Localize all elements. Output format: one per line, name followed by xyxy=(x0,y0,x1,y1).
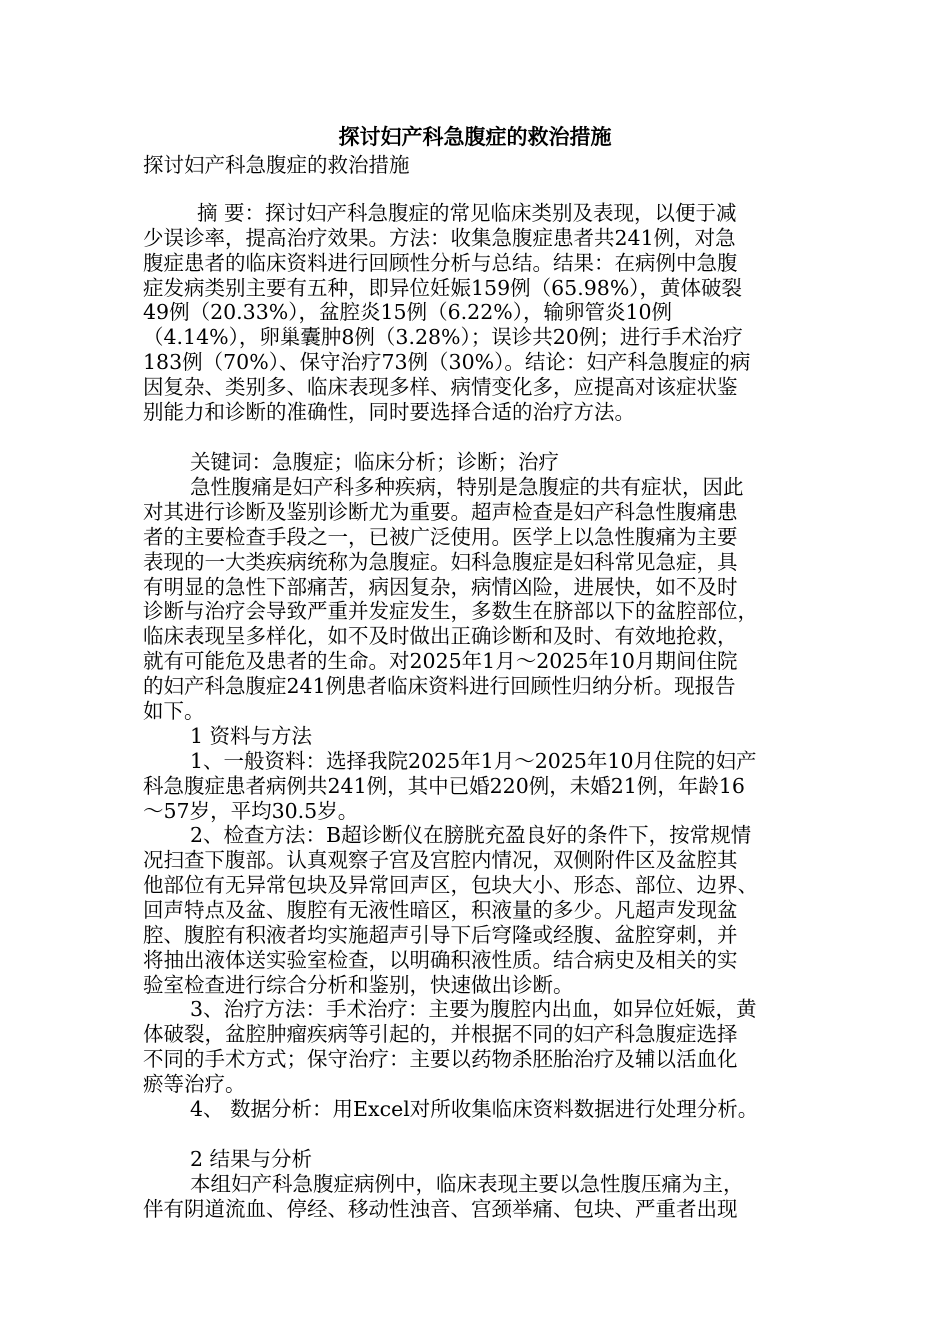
text-line: 者的主要检查手段之一，已被广泛使用。医学上以急性腹痛为主要 xyxy=(143,525,738,549)
text-line: 腹症患者的临床资料进行回顾性分析与总结。结果：在病例中急腹 xyxy=(143,251,738,275)
text-line: 2、检查方法：B超诊断仪在膀胱充盈良好的条件下，按常规情 xyxy=(190,823,752,847)
text-line: 探讨妇产科急腹症的救治措施 xyxy=(143,153,410,177)
text-line: 对其进行诊断及鉴别诊断尤为重要。超声检查是妇产科急性腹痛患 xyxy=(143,500,738,524)
text-line: 少误诊率，提高治疗效果。方法：收集急腹症患者共241例，对急 xyxy=(143,226,736,250)
text-line: 况扫查下腹部。认真观察子宫及宫腔内情况，双侧附件区及盆腔其 xyxy=(143,848,738,872)
text-line: 他部位有无异常包块及异常回声区，包块大小、形态、部位、边界、 xyxy=(143,873,758,897)
text-line: 4、 数据分析：用Excel对所收集临床资料数据进行处理分析。 xyxy=(190,1097,759,1121)
text-line: ～57岁，平均30.5岁。 xyxy=(143,799,359,823)
text-line: 体破裂，盆腔肿瘤疾病等引起的，并根据不同的妇产科急腹症选择 xyxy=(143,1022,738,1046)
text-line: 伴有阴道流血、停经、移动性浊音、宫颈举痛、包块、严重者出现 xyxy=(143,1197,738,1221)
text-line: 49例（20.33%），盆腔炎15例（6.22%），输卵管炎10例 xyxy=(143,300,673,324)
text-line: 3、治疗方法：手术治疗：主要为腹腔内出血，如异位妊娠，黄 xyxy=(190,997,757,1021)
text-line: 表现的一大类疾病统称为急腹症。妇科急腹症是妇科常见急症，具 xyxy=(143,550,738,574)
text-line: 科急腹症患者病例共241例，其中已婚220例，未婚21例，年龄16 xyxy=(143,774,745,798)
document-title: 探讨妇产科急腹症的救治措施 xyxy=(338,124,612,149)
text-line: 别能力和诊断的准确性，同时要选择合适的治疗方法。 xyxy=(143,400,635,424)
text-line: 回声特点及盆、腹腔有无液性暗区，积液量的多少。凡超声发现盆 xyxy=(143,898,738,922)
text-line: 1 资料与方法 xyxy=(190,724,313,748)
text-line: 验室检查进行综合分析和鉴别，快速做出诊断。 xyxy=(143,973,574,997)
text-line: 将抽出液体送实验室检查，以明确积液性质。结合病史及相关的实 xyxy=(143,948,738,972)
text-line: 的妇产科急腹症241例患者临床资料进行回顾性归纳分析。现报告 xyxy=(143,674,736,698)
text-line: 临床表现呈多样化，如不及时做出正确诊断和及时、有效地抢救， xyxy=(143,624,738,648)
text-line: 急性腹痛是妇产科多种疾病，特别是急腹症的共有症状，因此 xyxy=(190,475,744,499)
text-line: 摘 要：探讨妇产科急腹症的常见临床类别及表现，以便于减 xyxy=(197,201,737,225)
text-line: 就有可能危及患者的生命。对2025年1月～2025年10月期间住院 xyxy=(143,649,738,673)
text-line: 2 结果与分析 xyxy=(190,1147,313,1171)
text-line: 诊断与治疗会导致严重并发症发生，多数生在脐部以下的盆腔部位， xyxy=(143,599,758,623)
text-line: 本组妇产科急腹症病例中，临床表现主要以急性腹压痛为主， xyxy=(190,1172,744,1196)
text-line: 183例（70%）、保守治疗73例（30%）。结论：妇产科急腹症的病 xyxy=(143,350,751,374)
text-line: 腔、腹腔有积液者均实施超声引导下后穹隆或经腹、盆腔穿刺，并 xyxy=(143,923,738,947)
text-line: 瘀等治疗。 xyxy=(143,1072,246,1096)
text-line: 症发病类别主要有五种，即异位妊娠159例（65.98%），黄体破裂 xyxy=(143,276,743,300)
text-line: 因复杂、类别多、临床表现多样、病情变化多，应提高对该症状鉴 xyxy=(143,375,738,399)
text-line: 关键词：急腹症；临床分析；诊断；治疗 xyxy=(190,450,559,474)
text-line: 如下。 xyxy=(143,699,205,723)
text-line: 1、一般资料：选择我院2025年1月～2025年10月住院的妇产 xyxy=(190,749,757,773)
text-line: （4.14%），卵巢囊肿8例（3.28%）；误诊共20例；进行手术治疗 xyxy=(143,325,743,349)
text-line: 有明显的急性下部痛苦，病因复杂，病情凶险，进展快，如不及时 xyxy=(143,575,738,599)
text-line: 不同的手术方式；保守治疗：主要以药物杀胚胎治疗及辅以活血化 xyxy=(143,1047,738,1071)
